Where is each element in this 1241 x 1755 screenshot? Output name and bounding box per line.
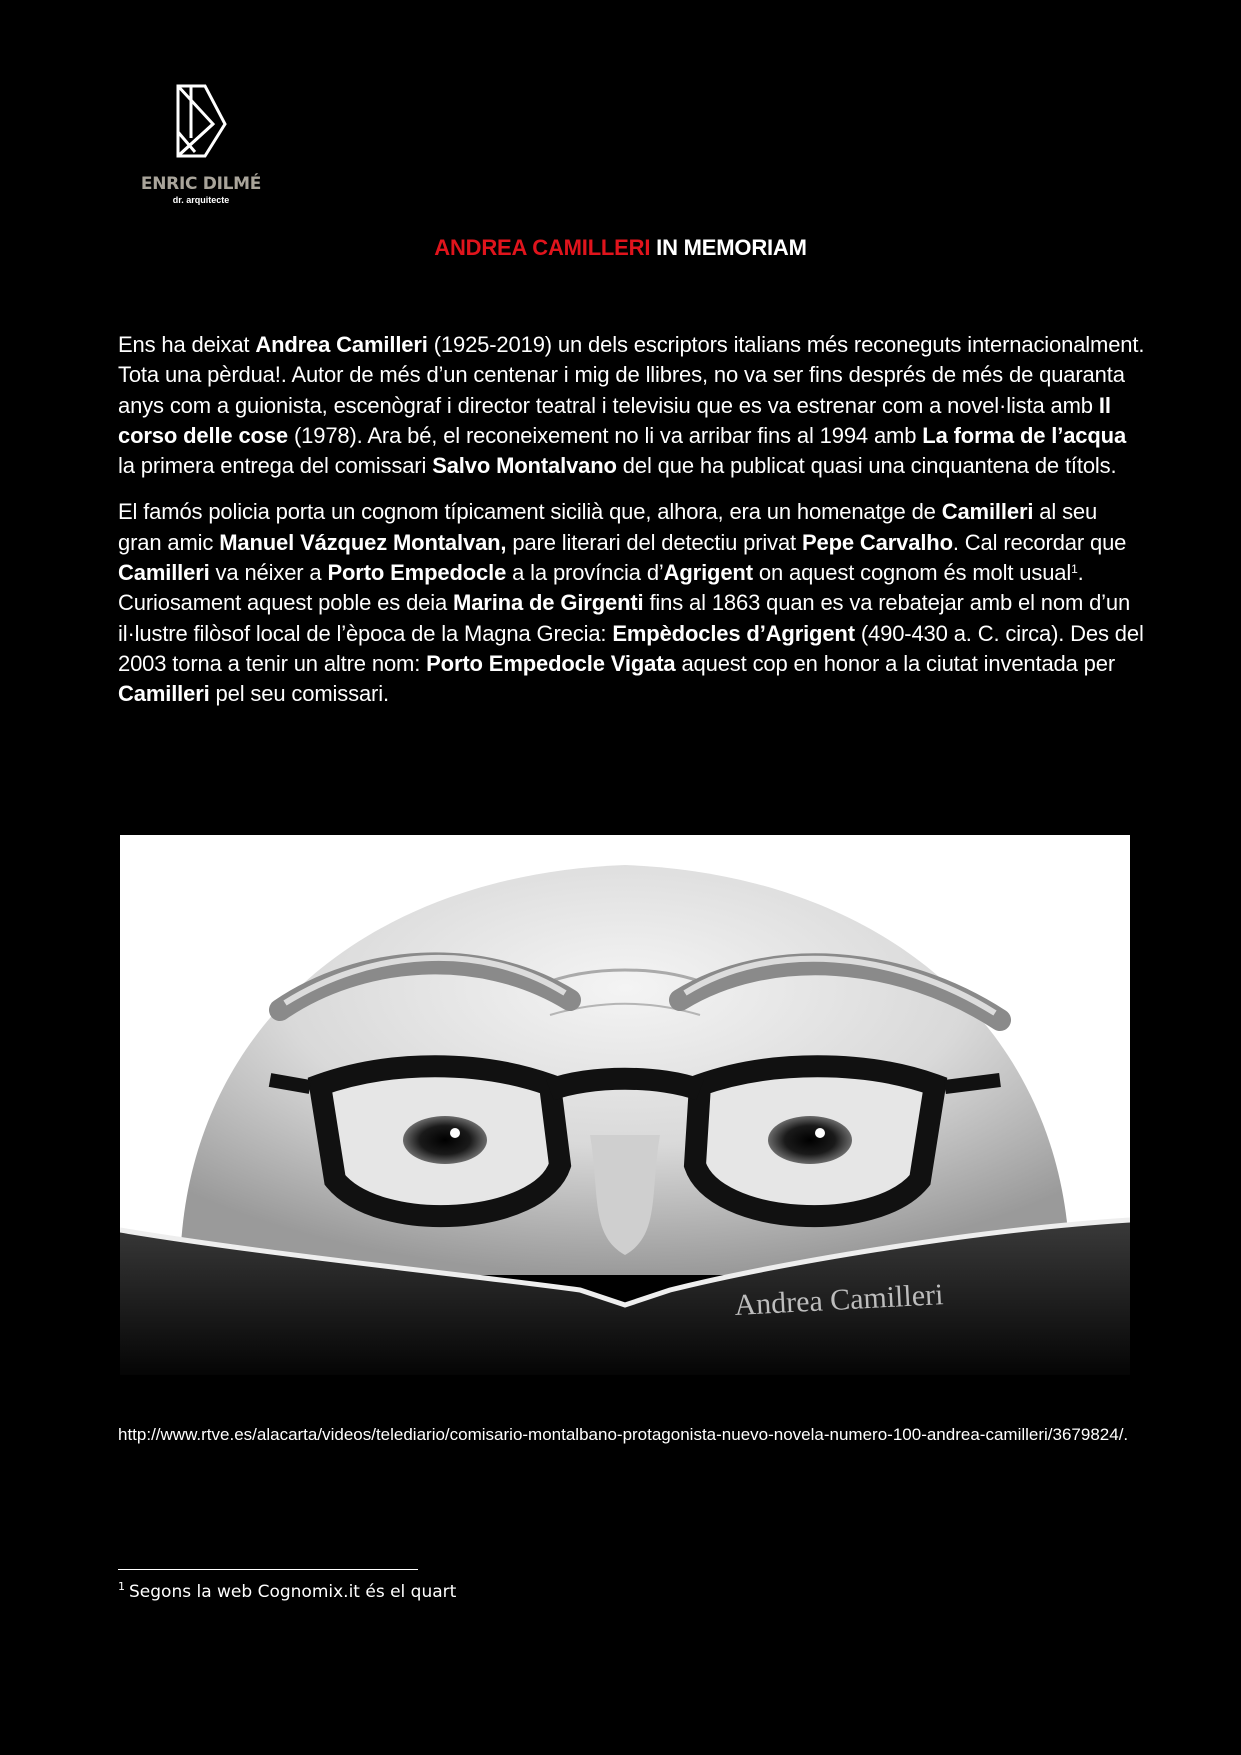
portrait-photo [120, 835, 1130, 1375]
bold-text: Porto Empedocle Vigata [426, 650, 676, 676]
text-run: fins al 1863 quan es va rebatejar amb el nom d’un il·lustre filòsof local de l’època de la Magna Grecia: [118, 590, 1131, 646]
article-body [118, 330, 1146, 726]
bold-text: Agrigent [663, 560, 753, 586]
text-run: pel seu comissari. [209, 681, 389, 707]
text-run: (490-430 a. C. circa). Des del 2003 torna a tenir un altre nom: [118, 620, 1144, 676]
footnote-marker: 1 [118, 1580, 125, 1593]
footnote-ref: 1 [1071, 562, 1078, 577]
logo-mark-icon [173, 82, 229, 160]
text-run: Ens ha deixat [118, 332, 256, 357]
page-title [0, 235, 1241, 261]
logo-subtitle: dr. arquitecte [172, 195, 230, 205]
bold-text: Camilleri [118, 681, 210, 707]
bold-text: Camilleri [941, 499, 1034, 525]
logo-name: ENRIC DILMÉ [140, 174, 262, 194]
title-name: ANDREA CAMILLERI [434, 235, 651, 260]
bold-text: Andrea Camilleri [255, 332, 428, 357]
photo-caption: Andrea Camilleri [733, 1278, 945, 1322]
bold-text: Pepe Carvalho [801, 529, 953, 555]
portrait-illustration [120, 835, 1130, 1375]
text-run: El famós policia porta un cognom típicament sicilià que, alhora, era un homenatge de [118, 499, 942, 525]
text-run: . Cal recordar que [952, 529, 1127, 555]
bold-text: Porto Empedocle [327, 560, 507, 586]
text-run: on aquest cognom és molt usual [752, 560, 1072, 586]
text-run: va néixer a [209, 560, 328, 586]
text-run: (1925-2019) un dels escriptors italians més reconeguts internacionalment. Tota una pèrdua!. Autor de més d’un centenar i mig de llibres, no va ser fins després de més de quaranta anys com a guionista, escenògraf i director teatral i televisiu que es va estrenar com a novel·lista amb [118, 332, 1145, 418]
footnote [118, 1582, 456, 1602]
text-run: aquest cop en honor a la ciutat inventada per [675, 650, 1116, 676]
text-run: pare literari del detectiu privat [506, 529, 802, 555]
logo [140, 82, 262, 206]
text-run: al seu gran amic [118, 499, 1098, 555]
source-link[interactable]: http://www.rtve.es/alacarta/videos/telediario/comisario-montalbano-protagonista-nuevo-novela-numero-100-andrea-camilleri/3679824/. [118, 1425, 1129, 1444]
title-suffix: IN MEMORIAM [650, 235, 807, 260]
paragraph [118, 497, 1146, 709]
paragraph [118, 330, 1146, 481]
bold-text: Camilleri [118, 560, 210, 586]
bold-text: Empèdocles d’Agrigent [612, 620, 855, 646]
text-run: la primera entrega del comissari [118, 453, 433, 479]
footnote-text: Segons la web Cognomix.it és el quart [129, 1582, 457, 1602]
bold-text: Manuel Vázquez Montalvan, [219, 529, 507, 555]
bold-text: Il corso delle cose [118, 392, 1111, 448]
bold-text: Salvo Montalvano [432, 453, 617, 479]
footnote-divider [118, 1569, 418, 1570]
text-run: . Curiosament aquest poble es deia [118, 560, 1084, 616]
bold-text: Marina de Girgenti [453, 590, 644, 616]
text-run: a la província d’ [506, 560, 664, 586]
text-run: (1978). Ara bé, el reconeixement no li va arribar fins al 1994 amb [288, 422, 923, 448]
bold-text: La forma de l’acqua [922, 422, 1127, 448]
text-run: del que ha publicat quasi una cinquantena de títols. [616, 453, 1117, 479]
